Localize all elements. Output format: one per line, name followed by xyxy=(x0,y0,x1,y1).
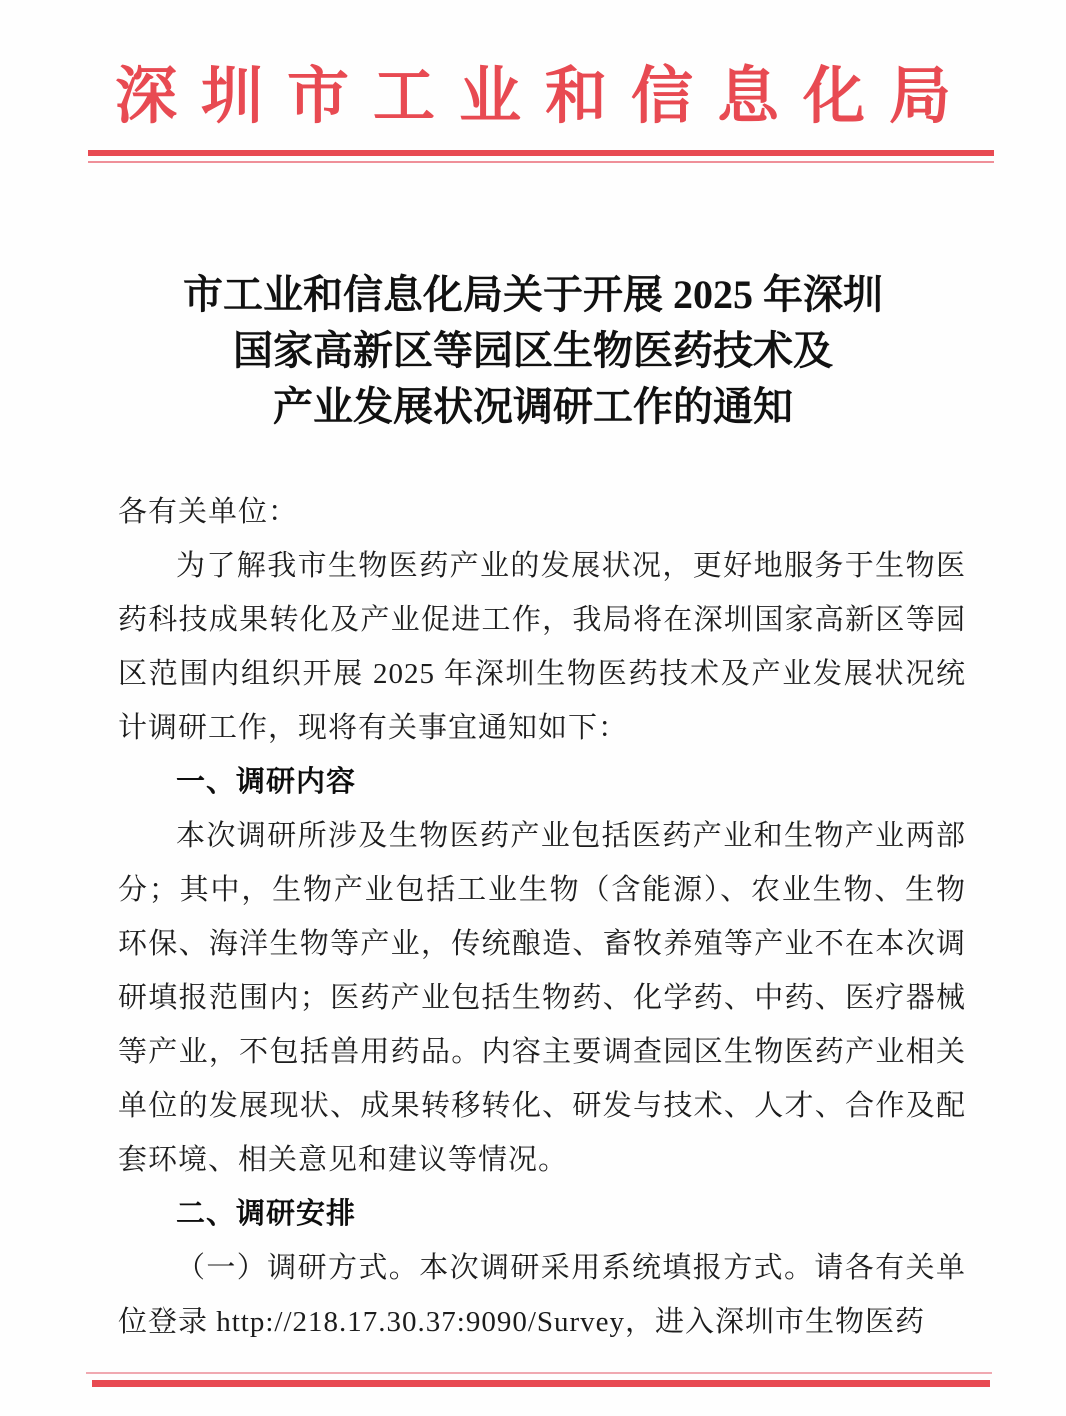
section-1-paragraph: 本次调研所涉及生物医药产业包括医药产业和生物产业两部分；其中，生物产业包括工业生物（含能源）、农业生物、生物环保、海洋生物等产业，传统酿造、畜牧养殖等产业不在本次调研填报范围内；医药产业包括生物药、化学药、中药、医疗器械等产业，不包括兽用药品。内容主要调查园区生物医药产业相关单位的发展现状、成果转移转化、研发与技术、人才、合作及配套环境、相关意见和建议等情况。 xyxy=(118,820,966,1177)
letterhead-rule-thick xyxy=(88,150,994,156)
document-body xyxy=(118,485,966,1349)
agency-name: 深圳市工业和信息化局 xyxy=(114,63,975,131)
page-bottom-rule-thin xyxy=(86,1372,992,1374)
document-title-line-3: 产业发展状况调研工作的通知 xyxy=(273,384,793,430)
section-1-heading: 一、调研内容 xyxy=(176,766,357,799)
page-bottom-rule-thick xyxy=(92,1380,990,1387)
section-2-paragraph: （一）调研方式。本次调研采用系统填报方式。请各有关单位登录 http://218.17.30.37:9090/Survey，进入深圳市生物医药 xyxy=(118,1252,966,1339)
document-title-line-1: 市工业和信息化局关于开展 2025 年深圳 xyxy=(183,272,883,318)
salutation: 各有关单位： xyxy=(118,496,299,529)
letterhead xyxy=(0,0,1066,163)
section-2-heading: 二、调研安排 xyxy=(176,1198,357,1231)
letterhead-rule-thin xyxy=(88,161,994,163)
document-title-line-2: 国家高新区等园区生物医药技术及 xyxy=(233,328,833,374)
intro-paragraph: 为了解我市生物医药产业的发展状况，更好地服务于生物医药科技成果转化及产业促进工作，我局将在深圳国家高新区等园区范围内组织开展 2025 年深圳生物医药技术及产业发展状况统计调研工作，现将有关事宜通知如下： xyxy=(118,550,966,745)
document-title xyxy=(80,267,986,435)
